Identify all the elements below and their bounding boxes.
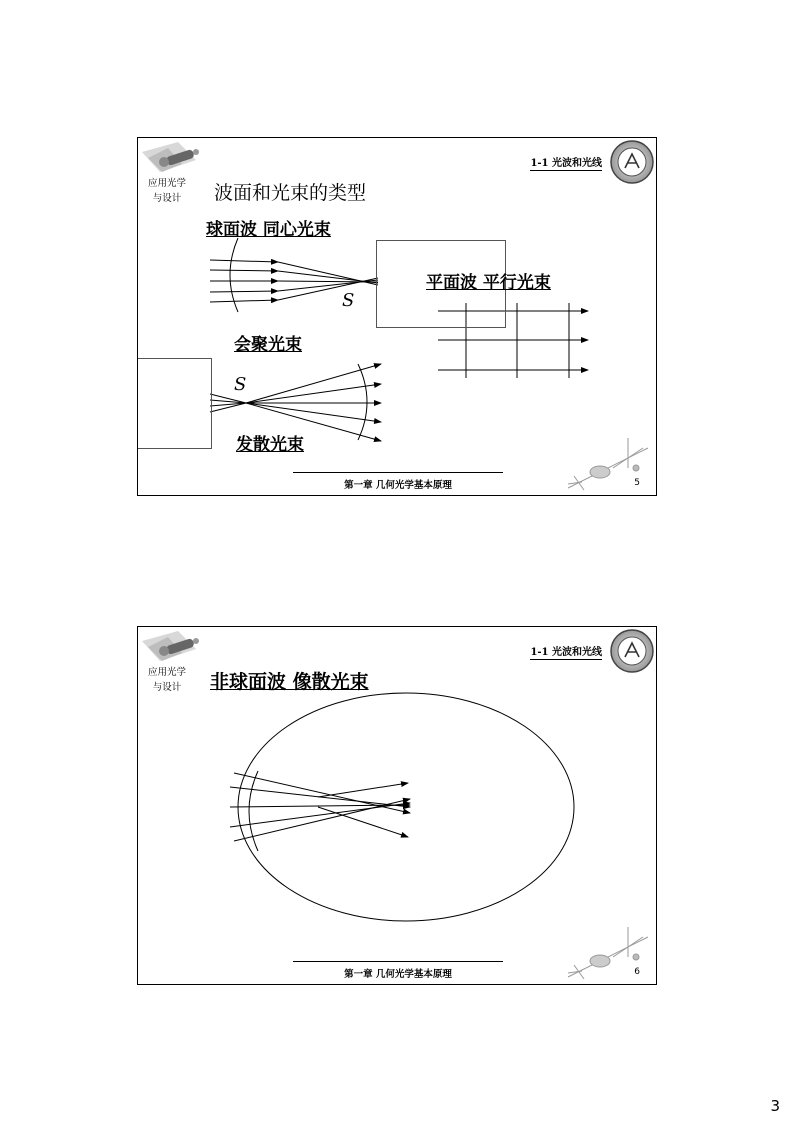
course-label-line-1: 应用光学	[147, 667, 186, 678]
footer-rule	[293, 472, 503, 473]
course-label-line-1: 应用光学	[147, 178, 186, 189]
converging-beam-label: 会聚光束	[234, 335, 302, 355]
footer-rule	[293, 961, 503, 962]
section-title: 1-1 光波和光线	[530, 643, 602, 660]
chapter-title: 第一章 几何光学基本原理	[344, 969, 452, 980]
course-label-line-2: 与设计	[152, 193, 182, 204]
slide-number: 5	[634, 478, 640, 488]
course-label-line-2: 与设计	[152, 682, 182, 693]
course-logo	[142, 142, 199, 172]
course-label	[144, 665, 190, 695]
source-point-label-2: S	[234, 374, 247, 395]
course-logo	[142, 631, 199, 661]
section-title: 1-1 光波和光线	[530, 154, 602, 171]
diverging-wave-frame	[137, 358, 212, 449]
slide-5	[137, 137, 657, 496]
university-seal-icon	[611, 141, 653, 183]
slide-6	[137, 626, 657, 985]
astigmatic-beam-diagram	[230, 693, 574, 921]
document-page-number: 3	[770, 1097, 780, 1115]
slide-title: 非球面波 像散光束	[210, 671, 369, 693]
source-point-label-1: S	[342, 290, 355, 311]
university-seal-icon	[611, 630, 653, 672]
spherical-wave-label: 球面波 同心光束	[206, 220, 331, 240]
plane-wave-label: 平面波 平行光束	[426, 273, 551, 293]
course-label	[144, 176, 190, 206]
slide-number: 6	[634, 967, 640, 977]
chapter-title: 第一章 几何光学基本原理	[344, 480, 452, 491]
diverging-beam-label: 发散光束	[236, 435, 304, 455]
slide-title: 波面和光束的类型	[214, 182, 367, 204]
